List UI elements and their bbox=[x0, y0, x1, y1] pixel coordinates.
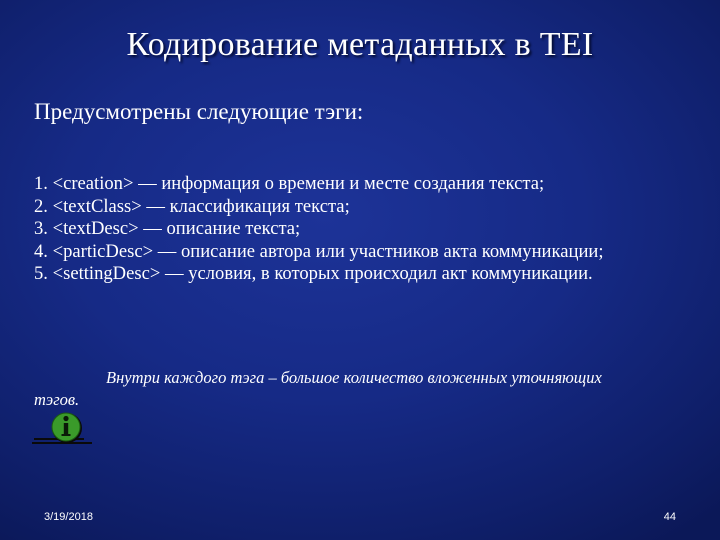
tag-list bbox=[34, 173, 694, 286]
list-item: 3. <textDesc> — описание текста; bbox=[34, 218, 301, 239]
list-item: 2. <textClass> — классификация текста; bbox=[34, 195, 350, 217]
list-item: 1. <creation> — информация о времени и месте создания текста; bbox=[34, 173, 545, 194]
list-item: 5. <settingDesc> — условия, в которых происходил акт коммуникации. bbox=[34, 263, 593, 284]
info-icon bbox=[32, 406, 94, 448]
slide-subtitle: Предусмотрены следующие тэги: bbox=[34, 99, 364, 124]
note-text-line1: Внутри каждого тэга – большое количество вложенных уточняющих bbox=[106, 368, 602, 387]
page-number: 44 bbox=[663, 511, 676, 523]
note-text-line2: тэгов. bbox=[34, 390, 80, 409]
list-item: 4. <particDesc> — описание автора или участников акта коммуникации; bbox=[34, 240, 604, 262]
footer-date: 3/19/2018 bbox=[44, 511, 93, 523]
slide-title: Кодирование метаданных в TEI bbox=[126, 26, 594, 63]
